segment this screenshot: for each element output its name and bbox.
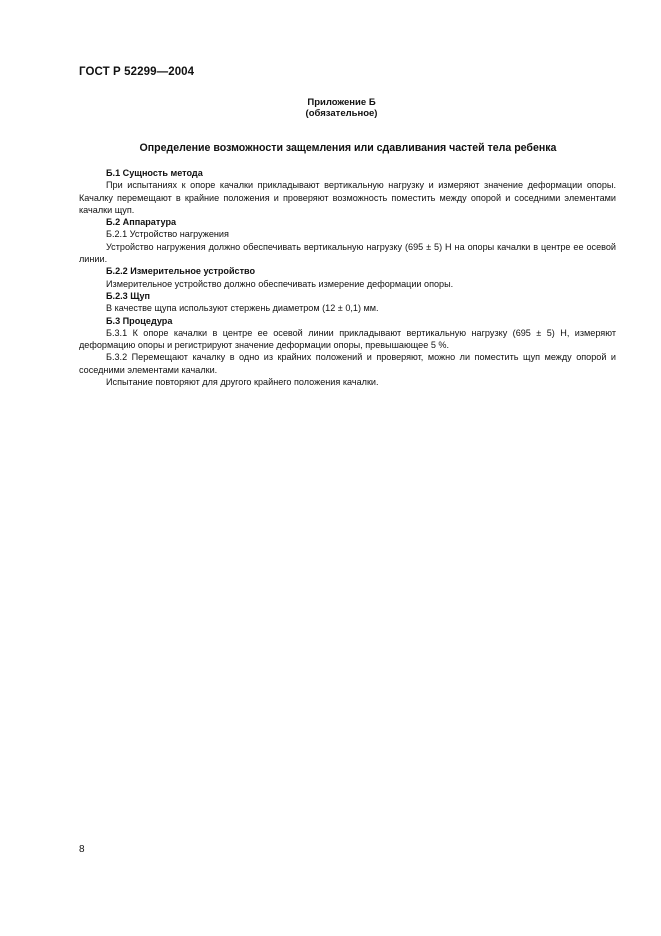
heading-b3: Б.3 Процедура [106, 315, 173, 326]
heading-b2: Б.2 Аппаратура [106, 217, 177, 228]
subheading-b21: Б.2.1 Устройство нагружения [106, 229, 229, 240]
paragraph-b32: Б.3.2 Перемещают качалку в одно из крайних положений и проверяют, можно ли поместить щуп между опорой и соседними элементами качалки. [79, 352, 616, 375]
page-number: 8 [79, 844, 85, 855]
annex-heading [0, 97, 661, 119]
heading-b1: Б.1 Сущность метода [106, 168, 203, 178]
paragraph-b31: Б.3.1 К опоре качалки в центре ее осевой линии прикладывают вертикальную нагрузку (695 ± 5) Н, измеряют деформацию опоры и регистрируют значение деформации опоры, превышающее 5 %. [79, 327, 616, 351]
paragraph-repeat-test: Испытание повторяют для другого крайнего положения качалки. [106, 377, 379, 388]
heading-b22: Б.2.2 Измерительное устройство [106, 266, 256, 277]
section-title: Определение возможности защемления или сдавливания частей тела ребенка [139, 142, 557, 154]
paragraph-method-essence: При испытаниях к опоре качалки прикладывают вертикальную нагрузку и измеряют значение деформации опоры. Качалку перемещают в крайние положения и проверяют возможность поместить между опорой и соседними элементами качалки щуп. [79, 180, 616, 215]
paragraph-probe: В качестве щупа используют стержень диаметром (12 ± 0,1) мм. [106, 303, 379, 314]
document-body [79, 167, 616, 388]
annex-title: Приложение Б [307, 97, 376, 108]
document-code: ГОСТ Р 52299—2004 [79, 66, 195, 78]
paragraph-loading-device: Устройство нагружения должно обеспечивать вертикальную нагрузку (695 ± 5) Н на опоры качалки в центре ее осевой линии. [79, 241, 616, 265]
paragraph-measuring-device: Измерительное устройство должно обеспечивать измерение деформации опоры. [106, 278, 454, 289]
annex-status: (обязательное) [305, 108, 378, 119]
heading-b23: Б.2.3 Щуп [106, 290, 151, 301]
